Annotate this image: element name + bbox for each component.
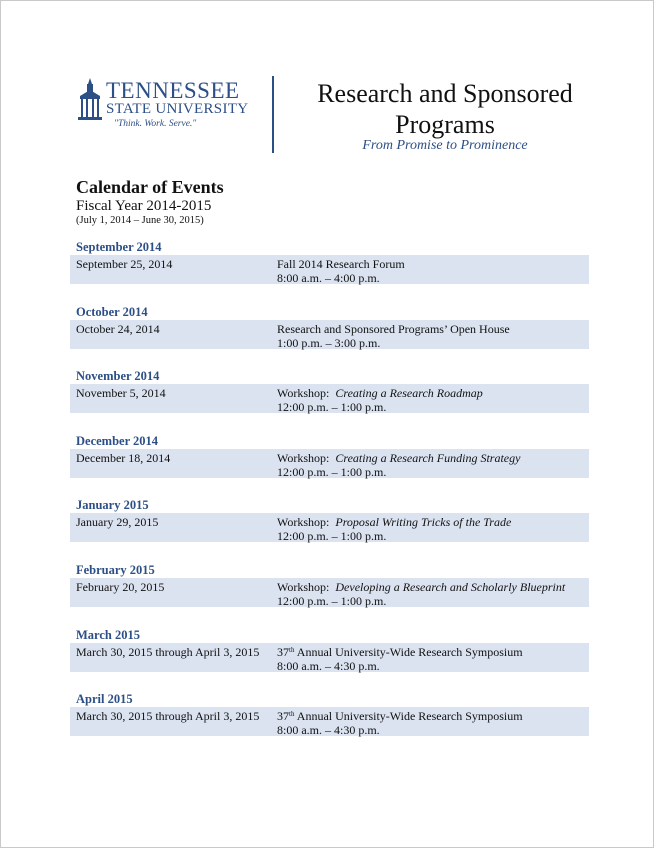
department-title-line1: Research and Sponsored — [317, 79, 573, 108]
event-time: 1:00 p.m. – 3:00 p.m. — [277, 335, 381, 350]
month-section — [0, 240, 654, 305]
event-time: 8:00 a.m. – 4:30 p.m. — [277, 658, 380, 673]
event-date: October 24, 2014 — [76, 321, 160, 336]
event-time: 12:00 p.m. – 1:00 p.m. — [277, 400, 387, 415]
events-list — [0, 240, 654, 757]
event-name: Research and Sponsored Programs’ Open House — [277, 321, 510, 336]
month-section — [0, 563, 654, 628]
month-heading: September 2014 — [76, 240, 162, 254]
event-name: Workshop: Creating a Research Roadmap — [277, 386, 483, 401]
event-date: December 18, 2014 — [76, 450, 171, 465]
department-subtitle: From Promise to Prominence — [362, 138, 528, 153]
event-time: 12:00 p.m. – 1:00 p.m. — [277, 593, 387, 608]
event-date: September 25, 2014 — [76, 257, 173, 271]
event-name: 37th Annual University-Wide Research Symposium — [277, 644, 523, 659]
month-section — [0, 369, 654, 434]
event-time: 12:00 p.m. – 1:00 p.m. — [277, 529, 387, 544]
event-row — [70, 707, 589, 736]
event-date: February 20, 2015 — [76, 579, 165, 594]
month-heading: November 2014 — [76, 369, 160, 384]
month-heading: January 2015 — [76, 498, 149, 513]
month-heading: March 2015 — [76, 627, 140, 642]
event-time: 12:00 p.m. – 1:00 p.m. — [277, 464, 387, 479]
event-name: Fall 2014 Research Forum — [277, 257, 405, 271]
logo-line1: TENNESSEE — [106, 78, 240, 103]
event-row — [70, 384, 589, 413]
event-name: Workshop: Proposal Writing Tricks of the Trade — [277, 515, 512, 530]
event-name: Workshop: Developing a Research and Scholarly Blueprint — [277, 579, 566, 594]
event-date: November 5, 2014 — [76, 386, 166, 401]
month-section — [0, 692, 654, 757]
event-row — [70, 449, 589, 478]
event-name: Workshop: Creating a Research Funding Strategy — [277, 450, 521, 465]
header-divider — [272, 76, 274, 153]
event-row — [70, 320, 589, 349]
building-icon — [76, 78, 104, 122]
event-time: 8:00 a.m. – 4:00 p.m. — [277, 271, 380, 285]
calendar-title: Calendar of Events — [76, 177, 224, 197]
event-time: 8:00 a.m. – 4:30 p.m. — [277, 723, 380, 738]
month-section — [0, 498, 654, 563]
department-title — [300, 78, 590, 140]
event-date: March 30, 2015 through April 3, 2015 — [76, 644, 260, 659]
event-row — [70, 578, 589, 607]
logo-line2: STATE UNIVERSITY — [106, 101, 249, 117]
month-heading: February 2015 — [76, 562, 155, 577]
event-row — [70, 643, 589, 672]
fiscal-year: Fiscal Year 2014-2015 — [76, 198, 212, 214]
event-row — [70, 513, 589, 542]
event-date: March 30, 2015 through April 3, 2015 — [76, 709, 260, 724]
month-heading: December 2014 — [76, 433, 159, 448]
event-date: January 29, 2015 — [76, 515, 159, 530]
month-section — [0, 434, 654, 499]
month-section — [0, 305, 654, 370]
month-section — [0, 628, 654, 693]
event-row — [70, 255, 589, 284]
university-logo — [76, 78, 266, 138]
fiscal-year-range: (July 1, 2014 – June 30, 2015) — [76, 215, 204, 226]
month-heading: April 2015 — [76, 692, 133, 707]
month-heading: October 2014 — [76, 304, 148, 319]
logo-tagline: "Think. Work. Serve." — [114, 119, 197, 129]
event-name: 37th Annual University-Wide Research Symposium — [277, 709, 523, 724]
department-title-line2: Programs — [395, 110, 495, 139]
